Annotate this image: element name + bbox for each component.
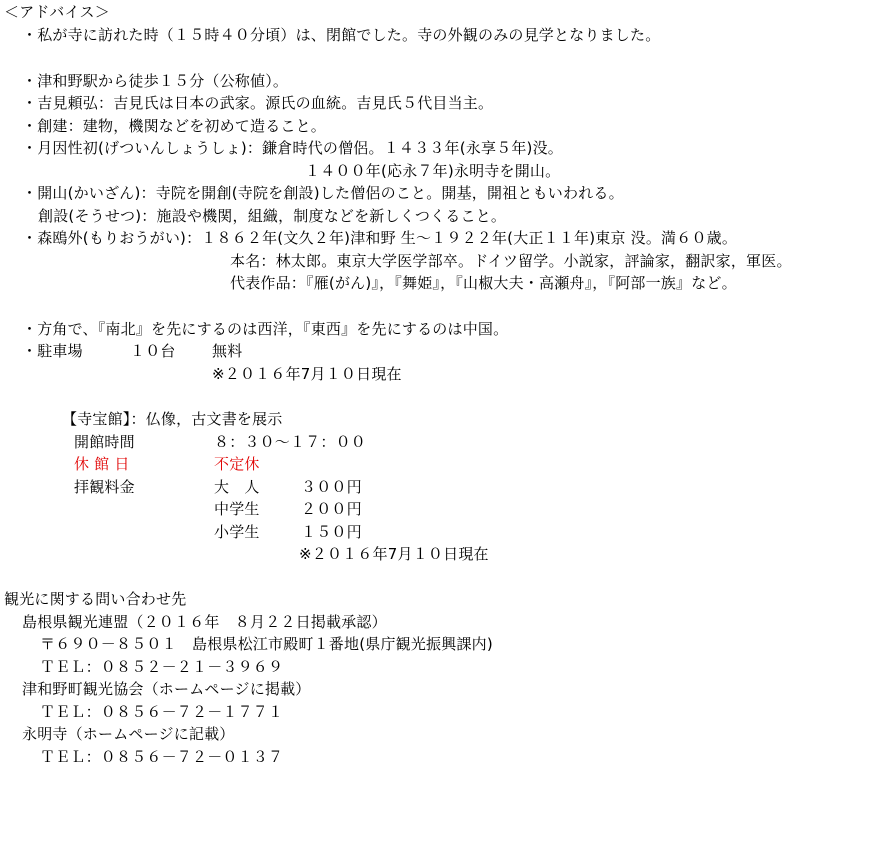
fee-category-junior-high: 中学生 (214, 500, 260, 518)
shimane-contact-name: 島根県観光連盟（２０１６年 ８月２２日掲載承認） (22, 613, 387, 631)
ogai-note: ・森鴎外(もりおうがい)：１８６２年(文久２年)津和野 生～１９２２年(大正１１年)東京 没。満６０歳。 (22, 229, 738, 247)
tsuwano-contact-name: 津和野町観光協会（ホームページに掲載） (22, 680, 311, 698)
treasure-hall-title: 【寺宝館】：仏像，古文書を展示 (62, 410, 283, 428)
ogai-name-note: 本名：林太郎。東京大学医学部卒。ドイツ留学。小説家，評論家，翻訳家，軍医。 (230, 252, 792, 270)
fee-price-junior-high: ２００円 (301, 500, 362, 518)
fee-price-adult: ３００円 (301, 478, 362, 496)
hours-label: 開館時間 (74, 433, 135, 451)
fee-category-elementary: 小学生 (214, 523, 260, 541)
kaisan-note: ・開山(かいざん)：寺院を開創(寺院を創設)した僧侶のこと。開基，開祖ともいわれる。 (22, 184, 624, 202)
yoshimi-note: ・吉見頼弘：吉見氏は日本の武家。源氏の血統。吉見氏５代目当主。 (22, 94, 494, 112)
hours-value: ８：３０～１７：００ (214, 433, 367, 451)
getsuin-note: ・月因性初(げついんしょうしょ)：鎌倉時代の僧侶。１４３３年(永享５年)没。 (22, 139, 564, 157)
contacts-heading: 観光に関する問い合わせ先 (4, 590, 187, 608)
closed-label: 休 館 日 (74, 455, 130, 473)
visit-note: ・私が寺に訪れた時（１５時４０分頃）は、閉館でした。寺の外観のみの見学となりました。 (22, 26, 661, 44)
direction-note: ・方角で、『南北』を先にするのは西洋，『東西』を先にするのは中国。 (22, 320, 509, 338)
parking-label: ・駐車場 (22, 342, 83, 360)
sosetsu-note: 創設(そうせつ)：施設や機関，組織，制度などを新しくつくること。 (38, 207, 507, 225)
fee-price-elementary: １５０円 (301, 523, 362, 541)
shimane-contact-tel: ＴＥＬ：０８５２－２１－３９６９ (40, 658, 284, 676)
ogai-works-note: 代表作品：『雁(がん)』，『舞姫』，『山椒大夫・高瀬舟』，『阿部一族』など。 (230, 274, 737, 292)
parking-count: １０台 (130, 342, 176, 360)
treasure-date-note: ※２０１６年7月１０日現在 (299, 545, 489, 563)
tsuwano-contact-tel: ＴＥＬ：０８５６－７２－１７７１ (40, 703, 284, 721)
fee-label: 拝観料金 (74, 478, 135, 496)
closed-value: 不定休 (214, 455, 260, 473)
fee-category-adult: 大 人 (214, 478, 260, 496)
shimane-contact-address: 〒６９０－８５０１ 島根県松江市殿町１番地(県庁観光振興課内) (40, 635, 493, 653)
getsuin-note-cont: １４００年(応永７年)永明寺を開山。 (305, 162, 561, 180)
eimeiji-contact-tel: ＴＥＬ：０８５６－７２－０１３７ (40, 748, 284, 766)
access-note: ・津和野駅から徒歩１５分（公称値）。 (22, 72, 289, 90)
soken-note: ・創建：建物，機関などを初めて造ること。 (22, 117, 327, 135)
advice-heading: ＜アドバイス＞ (4, 3, 110, 21)
eimeiji-contact-name: 永明寺（ホームページに記載） (22, 725, 235, 743)
parking-date-note: ※２０１６年7月１０日現在 (212, 365, 402, 383)
parking-fee: 無料 (212, 342, 243, 360)
